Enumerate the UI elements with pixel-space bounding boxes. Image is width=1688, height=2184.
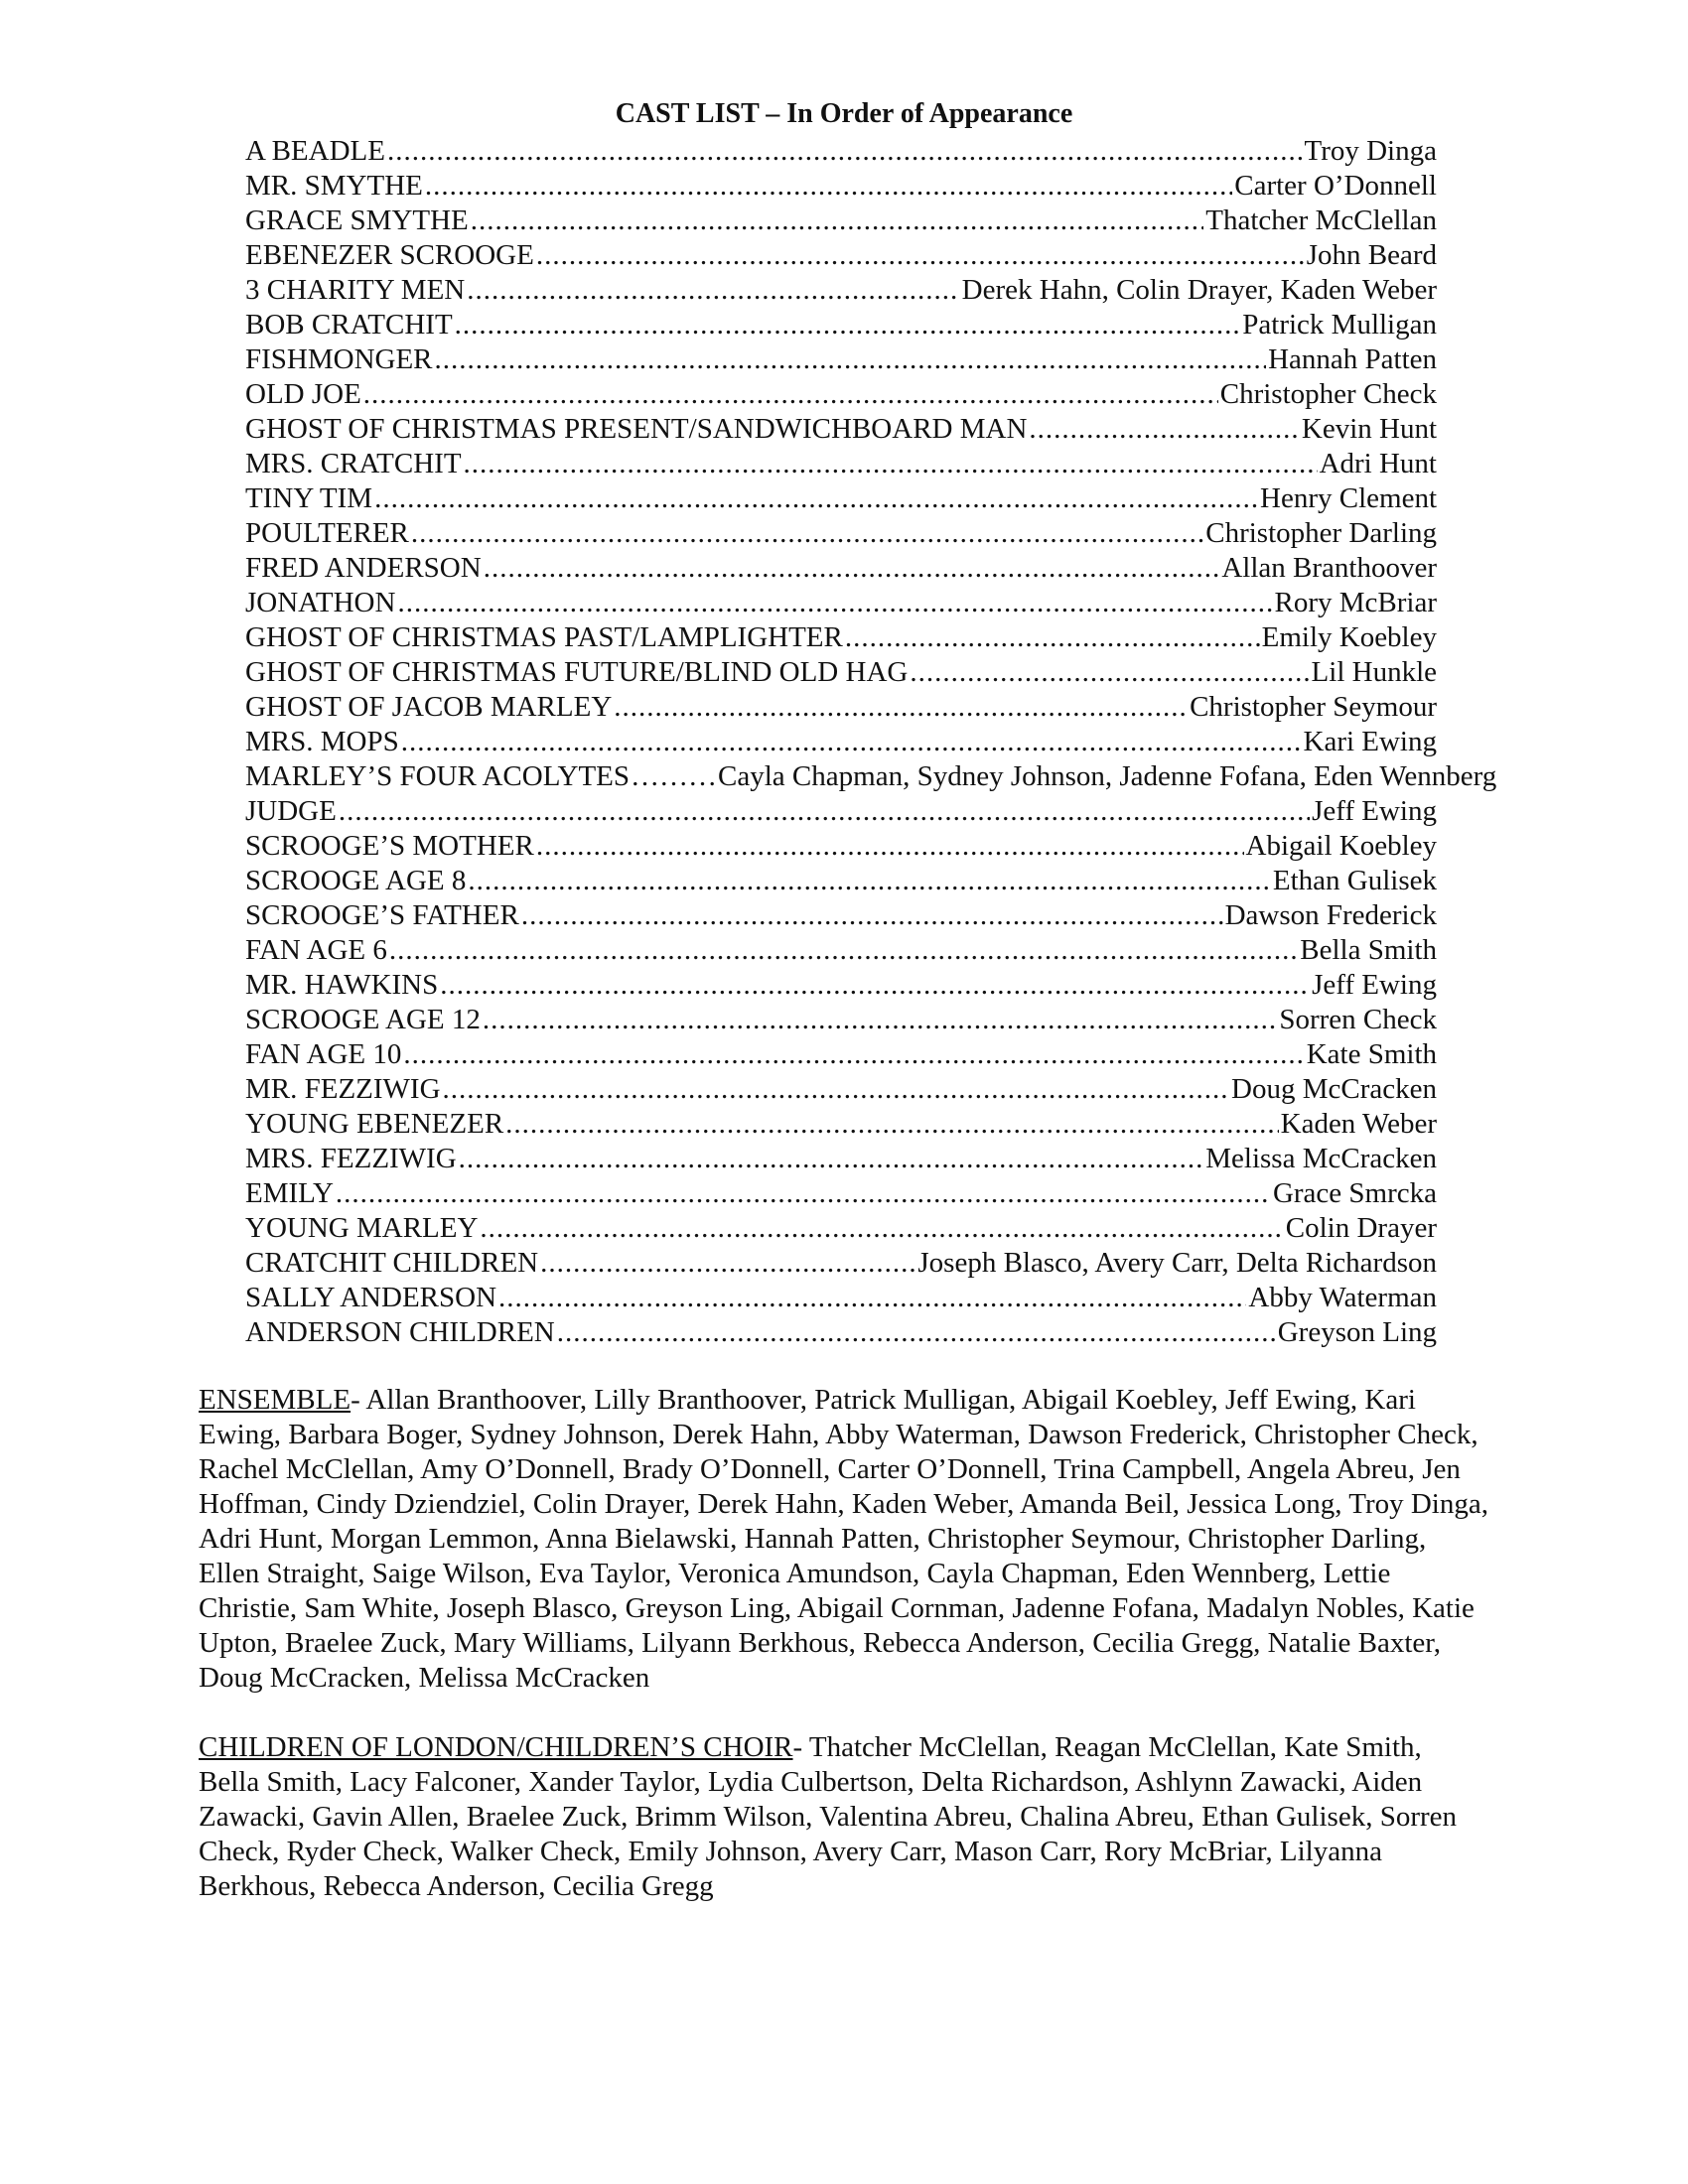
dot-leader xyxy=(336,1176,1271,1211)
cast-role: GHOST OF CHRISTMAS FUTURE/BLIND OLD HAG xyxy=(245,656,909,688)
cast-actor: Henry Clement xyxy=(1260,482,1437,514)
dot-leader xyxy=(557,1315,1276,1350)
cast-actor: Kari Ewing xyxy=(1303,726,1437,757)
cast-row xyxy=(245,1315,1437,1350)
cast-role: SALLY ANDERSON xyxy=(245,1282,497,1313)
cast-actor: Sorren Check xyxy=(1279,1004,1437,1035)
children-names: - Thatcher McClellan, Reagan McClellan, Kate Smith, Bella Smith, Lacy Falconer, Xander Taylor, Lydia Culbertson, Delta Richardson, Ashlynn Zawacki, Aiden Zawacki, Gavin Allen, Braelee Zuck, Brimm Wilson, Valentina Abreu, Chalina Abreu, Ethan Gulisek, Sorren Check, Ryder Check, Walker Check, Emily Johnson, Avery Carr, Mason Carr, Rory McBriar, Lilyanna Berkhous, Rebecca Anderson, Cecilia Gregg xyxy=(199,1731,1458,1902)
cast-role: CRATCHIT CHILDREN xyxy=(245,1247,539,1279)
cast-row xyxy=(245,1211,1437,1246)
cast-row xyxy=(245,968,1437,1003)
cast-actor: Greyson Ling xyxy=(1277,1316,1437,1348)
cast-row xyxy=(245,1072,1437,1107)
cast-actor: Christopher Darling xyxy=(1205,517,1437,549)
dot-leader xyxy=(483,1003,1277,1037)
dot-leader xyxy=(480,1211,1283,1246)
cast-role: JUDGE xyxy=(245,795,337,827)
dot-leader xyxy=(401,725,1302,759)
cast-list xyxy=(245,134,1497,1350)
cast-role: SCROOGE AGE 8 xyxy=(245,865,467,896)
cast-actor: Rory McBriar xyxy=(1274,587,1437,618)
cast-row xyxy=(245,933,1437,968)
dot-leader xyxy=(411,516,1203,551)
ensemble-label: ENSEMBLE xyxy=(199,1384,352,1416)
cast-actor: Dawson Frederick xyxy=(1224,899,1437,931)
dot-leader xyxy=(468,864,1271,898)
ensemble-names: - Allan Branthoover, Lilly Branthoover, Patrick Mulligan, Abigail Koebley, Jeff Ewing, Kari Ewing, Barbara Boger, Sydney Johnson, Derek Hahn, Abby Waterman, Dawson Frederick, Christopher Check, Rachel McClellan, Amy O’Donnell, Brady O’Donnell, Carter O’Donnell, Trina Campbell, Angela Abreu, Jen Hoffman, Cindy Dziendziel, Colin Drayer, Derek Hahn, Kaden Weber, Amanda Beil, Jessica Long, Troy Dinga, Adri Hunt, Morgan Lemmon, Anna Bielawski, Hannah Patten, Christopher Seymour, Christopher Darling, Ellen Straight, Saige Wilson, Eva Taylor, Veronica Amundson, Cayla Chapman, Eden Wennberg, Lettie Christie, Sam White, Joseph Blasco, Greyson Ling, Abigail Cornman, Jadenne Fofana, Madalyn Nobles, Katie Upton, Braelee Zuck, Mary Williams, Lilyann Berkhous, Rebecca Anderson, Cecilia Gregg, Natalie Baxter, Doug McCracken, Melissa McCracken xyxy=(199,1384,1488,1694)
cast-row xyxy=(245,308,1437,342)
cast-actor: Kevin Hunt xyxy=(1301,413,1437,445)
cast-role: MR. SMYTHE xyxy=(245,170,423,202)
dot-leader xyxy=(536,829,1244,864)
cast-actor: Patrick Mulligan xyxy=(1242,309,1437,341)
dot-leader xyxy=(443,1072,1230,1107)
dot-leader xyxy=(540,1246,915,1281)
cast-row xyxy=(245,516,1437,551)
cast-role: OLD JOE xyxy=(245,378,361,410)
cast-role: MRS. MOPS xyxy=(245,726,399,757)
dot-leader xyxy=(910,655,1309,690)
dot-leader xyxy=(374,481,1258,516)
cast-actor: Allan Branthoover xyxy=(1221,552,1437,584)
cast-row xyxy=(245,1003,1437,1037)
dot-leader xyxy=(521,898,1223,933)
cast-role: MR. FEZZIWIG xyxy=(245,1073,441,1105)
cast-row xyxy=(245,655,1437,690)
cast-row xyxy=(245,1142,1437,1176)
cast-row xyxy=(245,134,1437,169)
cast-actor: Christopher Check xyxy=(1219,378,1437,410)
cast-role: ANDERSON CHILDREN xyxy=(245,1316,555,1348)
cast-row xyxy=(245,204,1437,238)
cast-role: FAN AGE 10 xyxy=(245,1038,402,1070)
dot-leader xyxy=(498,1281,1246,1315)
cast-row xyxy=(245,169,1437,204)
cast-row xyxy=(245,690,1437,725)
cast-row xyxy=(245,620,1437,655)
dot-leader xyxy=(389,933,1298,968)
cast-actor: Doug McCracken xyxy=(1231,1073,1437,1105)
dot-leader xyxy=(435,342,1267,377)
cast-actor: Emily Koebley xyxy=(1261,621,1437,653)
cast-role: SCROOGE’S FATHER xyxy=(245,899,519,931)
dot-leader xyxy=(614,690,1188,725)
cast-row xyxy=(245,794,1437,829)
cast-row xyxy=(245,342,1437,377)
cast-role: TINY TIM xyxy=(245,482,373,514)
cast-row xyxy=(245,1037,1437,1072)
dot-leader xyxy=(363,377,1218,412)
cast-role: MRS. FEZZIWIG xyxy=(245,1143,457,1174)
cast-row xyxy=(245,1176,1437,1211)
cast-role: GHOST OF CHRISTMAS PRESENT/SANDWICHBOARD MAN xyxy=(245,413,1028,445)
dot-leader xyxy=(440,968,1310,1003)
cast-role: 3 CHARITY MEN xyxy=(245,274,466,306)
cast-row xyxy=(245,412,1437,447)
dot-leader xyxy=(425,169,1232,204)
cast-role: SCROOGE’S MOTHER xyxy=(245,830,534,862)
cast-row xyxy=(245,1107,1437,1142)
cast-role: FISHMONGER xyxy=(245,343,433,375)
cast-row xyxy=(245,829,1437,864)
cast-row xyxy=(245,586,1437,620)
cast-actor: Lil Hunkle xyxy=(1311,656,1437,688)
cast-row xyxy=(245,273,1437,308)
cast-row xyxy=(245,864,1437,898)
cast-row xyxy=(245,898,1437,933)
cast-role: A BEADLE xyxy=(245,135,385,167)
children-label: CHILDREN OF LONDON/CHILDREN’S CHOIR xyxy=(199,1731,793,1763)
dot-leader xyxy=(397,586,1272,620)
cast-role: GHOST OF JACOB MARLEY xyxy=(245,691,613,723)
cast-actor: Melissa McCracken xyxy=(1205,1143,1437,1174)
cast-role: POULTERER xyxy=(245,517,409,549)
cast-actor: Abby Waterman xyxy=(1248,1282,1437,1313)
cast-role: YOUNG MARLEY xyxy=(245,1212,479,1244)
cast-role: YOUNG EBENEZER xyxy=(245,1108,504,1140)
dot-leader xyxy=(631,759,717,794)
dot-leader xyxy=(471,204,1204,238)
cast-role: FAN AGE 6 xyxy=(245,934,387,966)
dot-leader xyxy=(1029,412,1299,447)
cast-row xyxy=(245,725,1437,759)
cast-actor: John Beard xyxy=(1306,239,1437,271)
page-title: CAST LIST – In Order of Appearance xyxy=(615,98,1073,129)
cast-actor: Kate Smith xyxy=(1306,1038,1437,1070)
cast-row xyxy=(245,481,1437,516)
cast-actor: Derek Hahn, Colin Drayer, Kaden Weber xyxy=(961,274,1437,306)
cast-actor: Troy Dinga xyxy=(1304,135,1437,167)
cast-role: EMILY xyxy=(245,1177,334,1209)
cast-actor: Thatcher McClellan xyxy=(1205,205,1437,236)
cast-role: EBENEZER SCROOGE xyxy=(245,239,534,271)
cast-actor: Christopher Seymour xyxy=(1190,691,1437,723)
dot-leader xyxy=(387,134,1303,169)
cast-row xyxy=(245,1281,1437,1315)
dot-leader xyxy=(467,273,959,308)
dot-leader xyxy=(464,447,1318,481)
cast-row xyxy=(245,759,1561,794)
cast-actor: Jeff Ewing xyxy=(1312,795,1437,827)
cast-row xyxy=(245,377,1437,412)
ensemble-section xyxy=(199,1383,1489,1696)
cast-actor: Cayla Chapman, Sydney Johnson, Jadenne Fofana, Eden Wennberg xyxy=(718,760,1497,792)
dot-leader xyxy=(484,551,1220,586)
cast-actor: Abigail Koebley xyxy=(1245,830,1437,862)
cast-actor: Kaden Weber xyxy=(1280,1108,1437,1140)
cast-row xyxy=(245,238,1437,273)
cast-role: MR. HAWKINS xyxy=(245,969,439,1001)
dot-leader xyxy=(505,1107,1278,1142)
children-section xyxy=(199,1730,1489,1904)
cast-row xyxy=(245,447,1437,481)
cast-actor: Carter O’Donnell xyxy=(1234,170,1437,202)
cast-actor: Jeff Ewing xyxy=(1312,969,1437,1001)
dot-leader xyxy=(455,308,1241,342)
cast-role: GRACE SMYTHE xyxy=(245,205,469,236)
cast-actor: Grace Smrcka xyxy=(1272,1177,1437,1209)
cast-role: JONATHON xyxy=(245,587,396,618)
dot-leader xyxy=(845,620,1260,655)
cast-role: BOB CRATCHIT xyxy=(245,309,453,341)
dot-leader xyxy=(403,1037,1304,1072)
cast-actor: Ethan Gulisek xyxy=(1272,865,1437,896)
cast-role: GHOST OF CHRISTMAS PAST/LAMPLIGHTER xyxy=(245,621,843,653)
cast-row xyxy=(245,551,1437,586)
dot-leader xyxy=(339,794,1310,829)
cast-role: SCROOGE AGE 12 xyxy=(245,1004,481,1035)
cast-actor: Colin Drayer xyxy=(1285,1212,1437,1244)
cast-actor: Hannah Patten xyxy=(1268,343,1437,375)
cast-role: MRS. CRATCHIT xyxy=(245,448,462,479)
cast-actor: Bella Smith xyxy=(1300,934,1437,966)
dot-leader xyxy=(536,238,1305,273)
cast-role: MARLEY’S FOUR ACOLYTES xyxy=(245,760,631,792)
cast-role: FRED ANDERSON xyxy=(245,552,482,584)
cast-actor: Adri Hunt xyxy=(1319,448,1437,479)
cast-actor: Joseph Blasco, Avery Carr, Delta Richardson xyxy=(917,1247,1437,1279)
cast-row xyxy=(245,1246,1437,1281)
dot-leader xyxy=(459,1142,1204,1176)
